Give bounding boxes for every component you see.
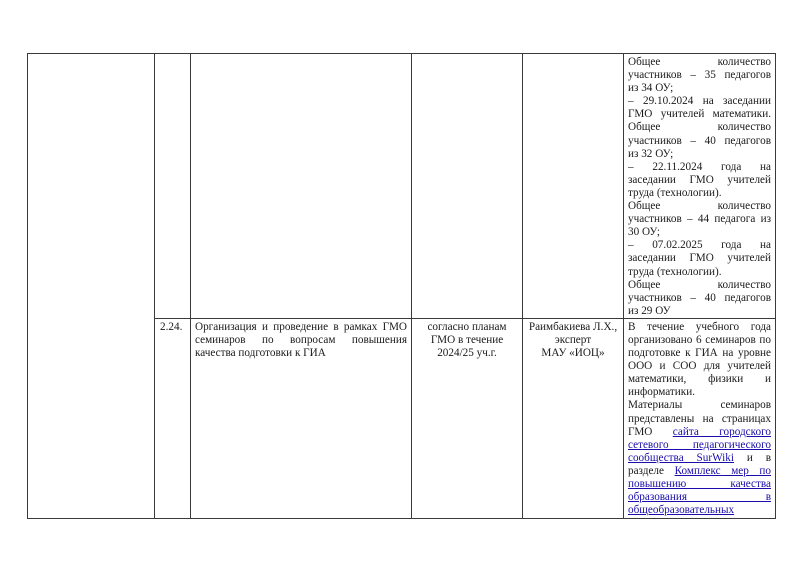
- timing-line: 2024/25 уч.г.: [437, 347, 497, 360]
- result-line: Общее количество: [628, 121, 771, 134]
- result-line: из 29 ОУ: [628, 304, 671, 317]
- result-prefix: Материалы семинаров представлены на страницах ГМО: [628, 399, 771, 438]
- timing-cell: [412, 318, 523, 518]
- section-cell: [28, 54, 155, 519]
- result-line: ГМО учителей математики.: [628, 108, 771, 121]
- result-text: [624, 319, 775, 517]
- timing-cell-empty: [412, 54, 523, 319]
- result-line: – 29.10.2024 на заседании: [628, 95, 771, 108]
- activity-cell: [191, 318, 412, 518]
- result-middle: и в разделе: [628, 451, 772, 477]
- result-paragraph-2: [628, 399, 771, 517]
- number-cell-empty: [155, 54, 191, 319]
- activity-cell-empty: [191, 54, 412, 319]
- result-line: участников – 35 педагогов: [628, 69, 771, 82]
- report-table: [27, 53, 776, 519]
- responsible-cell-empty: [523, 54, 624, 319]
- result-line: труда (технологии).: [628, 186, 722, 199]
- result-line: Общее количество: [628, 200, 771, 213]
- result-line: из 32 ОУ;: [628, 147, 674, 160]
- activity-text: Организация и проведение в рамках ГМО семинаров по вопросам повышения качества подготовки к ГИА: [195, 320, 407, 360]
- result-line: участников – 44 педагога из: [628, 213, 771, 226]
- result-line: участников – 40 педагогов: [628, 291, 771, 304]
- responsible-line: Раимбакиева Л.Х.,: [528, 320, 618, 333]
- responsible-line: МАУ «ИОЦ»: [541, 347, 605, 360]
- result-line: Общее количество: [628, 278, 771, 291]
- result-line: из 34 ОУ;: [628, 82, 674, 95]
- responsible-line: эксперт: [554, 333, 592, 346]
- table-row-continued: [28, 54, 776, 319]
- responsible-cell: [523, 318, 624, 518]
- complex-measures-link[interactable]: Комплекс мер по повышению качества образования в общеобразовательных: [628, 464, 771, 517]
- row-number: 2.24.: [160, 320, 183, 333]
- surwiki-link[interactable]: сайта городского сетевого педагогического сообщества SurWiki: [628, 425, 771, 464]
- result-paragraph-1: В течение учебного года организовано 6 семинаров по подготовке к ГИА на уровне ООО и СОО для учителей математики, физики и информатики.: [628, 320, 771, 399]
- result-line: 30 ОУ;: [628, 226, 661, 239]
- responsible-text: [523, 319, 623, 360]
- result-line: заседании ГМО учителей: [628, 252, 771, 265]
- timing-line: согласно планам: [427, 320, 507, 333]
- result-line: – 22.11.2024 года на: [628, 160, 771, 173]
- result-line: Общее количество: [628, 56, 771, 68]
- result-line: труда (технологии).: [628, 265, 722, 278]
- timing-text: [412, 319, 522, 360]
- timing-line: ГМО в течение: [430, 333, 504, 346]
- result-line: – 07.02.2025 года на: [628, 239, 771, 252]
- result-cell-continued: [624, 54, 776, 319]
- result-line: участников – 40 педагогов: [628, 134, 771, 147]
- result-cell: [624, 318, 776, 518]
- number-cell: [155, 318, 191, 518]
- result-lines: [624, 54, 775, 318]
- result-line: заседании ГМО учителей: [628, 173, 771, 186]
